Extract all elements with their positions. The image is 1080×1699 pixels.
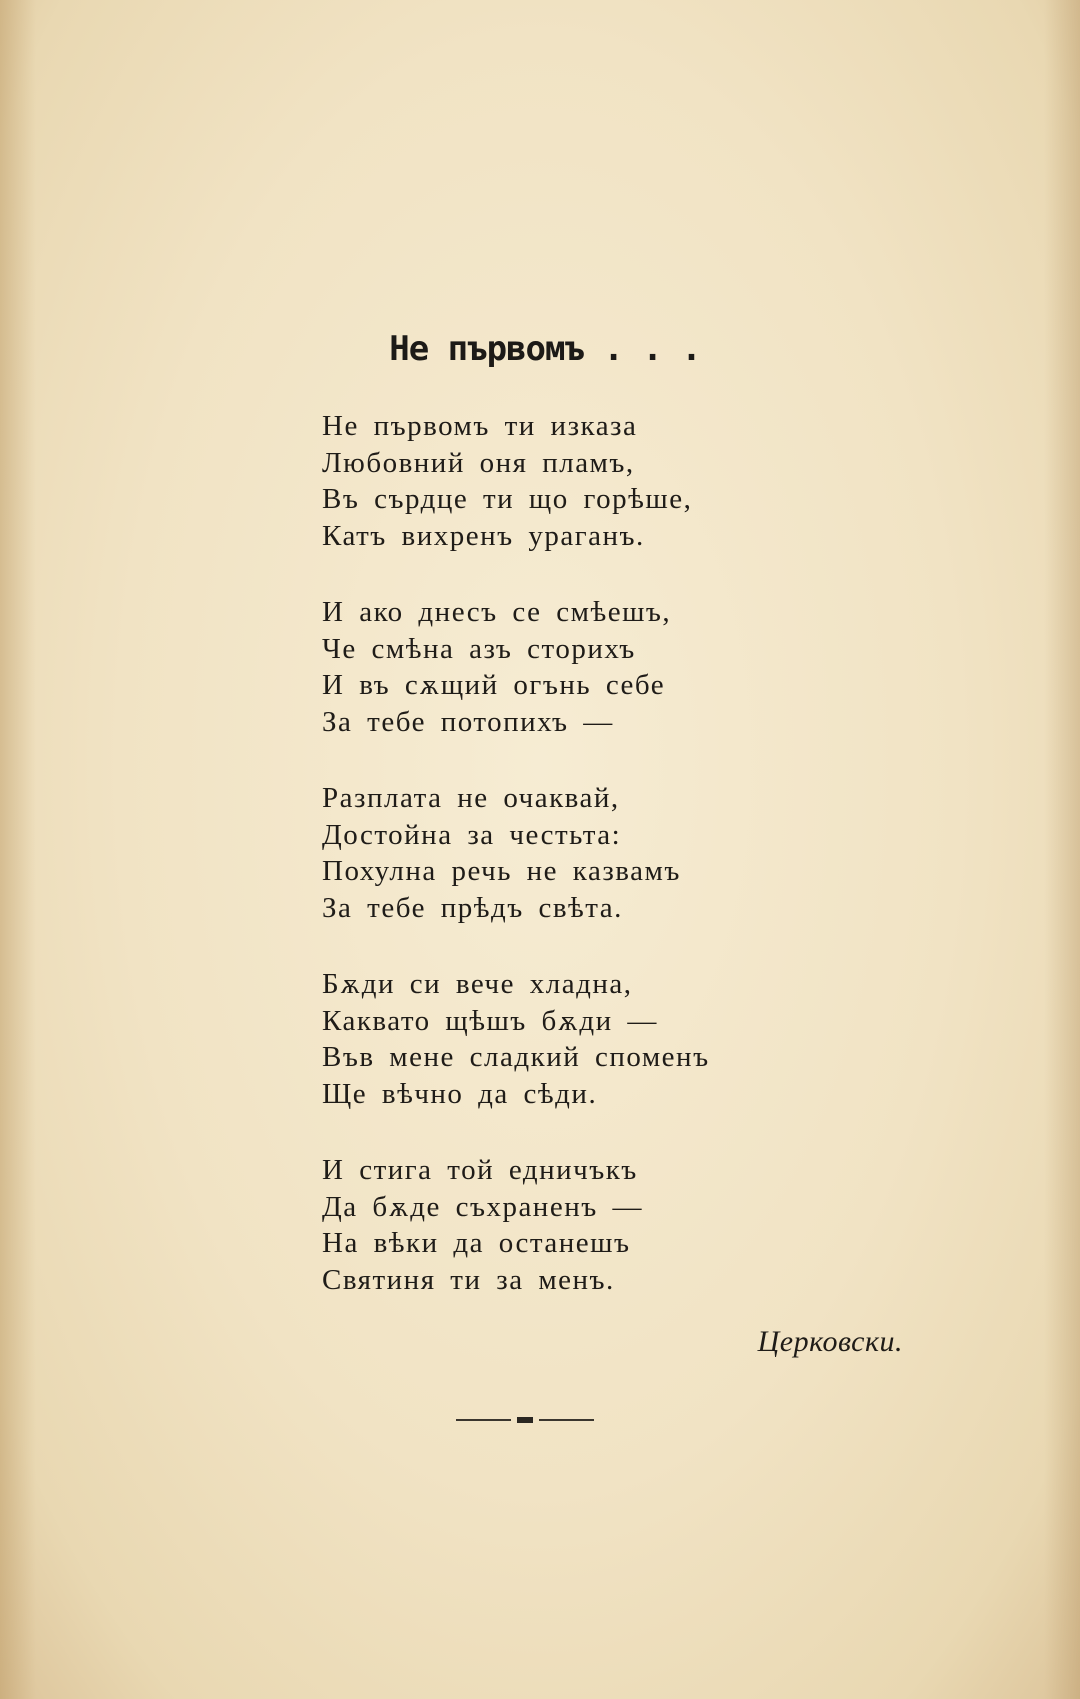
poem-line: Катъ вихренъ ураганъ. — [322, 519, 645, 552]
poem-line: Разплата не очаквай, — [322, 782, 620, 814]
stanza-2 — [322, 594, 842, 740]
poem-line: И стига той едничъкъ — [322, 1154, 638, 1186]
poem-body — [322, 408, 842, 1338]
page-left-edge-shading — [0, 0, 36, 1699]
divider-rule-left — [456, 1419, 511, 1421]
stanza-1 — [322, 408, 842, 554]
poem-line: На вѣки да останешъ — [322, 1227, 631, 1259]
poem-line: За тебе потопихъ — — [322, 705, 614, 738]
poem-line: Че смѣна азъ сторихъ — [322, 632, 636, 665]
poem-line: Любовний оня пламъ, — [322, 446, 635, 479]
poem-line: Достойна за честьта: — [322, 818, 622, 851]
poem-line: Да бѫде съхраненъ — — [322, 1190, 643, 1223]
divider-rule-right — [539, 1419, 594, 1421]
poem-line: Ще вѣчно да сѣди. — [322, 1077, 598, 1110]
poem-line: Каквато щѣшъ бѫди — — [322, 1004, 658, 1037]
poem-line: Святиня ти за менъ. — [322, 1263, 615, 1296]
poem-line: И въ сѫщий огънь себе — [322, 669, 666, 701]
poem-line: За тебе прѣдъ свѣта. — [322, 891, 623, 924]
poem-line: Похулна речь не казвамъ — [322, 855, 681, 887]
stanza-4 — [322, 966, 842, 1112]
poem-line: Бѫди си вече хладна, — [322, 968, 633, 1000]
poem-line: Във мене сладкий споменъ — [322, 1041, 710, 1073]
divider-center-mark — [517, 1417, 533, 1423]
author-signature: Церковски. — [757, 1325, 903, 1358]
poem-title: Не първомъ . . . — [389, 329, 701, 369]
stanza-3 — [322, 780, 842, 926]
page-right-edge-shading — [1044, 0, 1080, 1699]
poem-line: И ако днесъ се смѣешъ, — [322, 596, 672, 628]
ornamental-divider — [456, 1417, 594, 1423]
poem-line: Не първомъ ти изказа — [322, 410, 638, 442]
poem-line: Въ сърдце ти що горѣше, — [322, 483, 693, 515]
stanza-5 — [322, 1152, 842, 1298]
